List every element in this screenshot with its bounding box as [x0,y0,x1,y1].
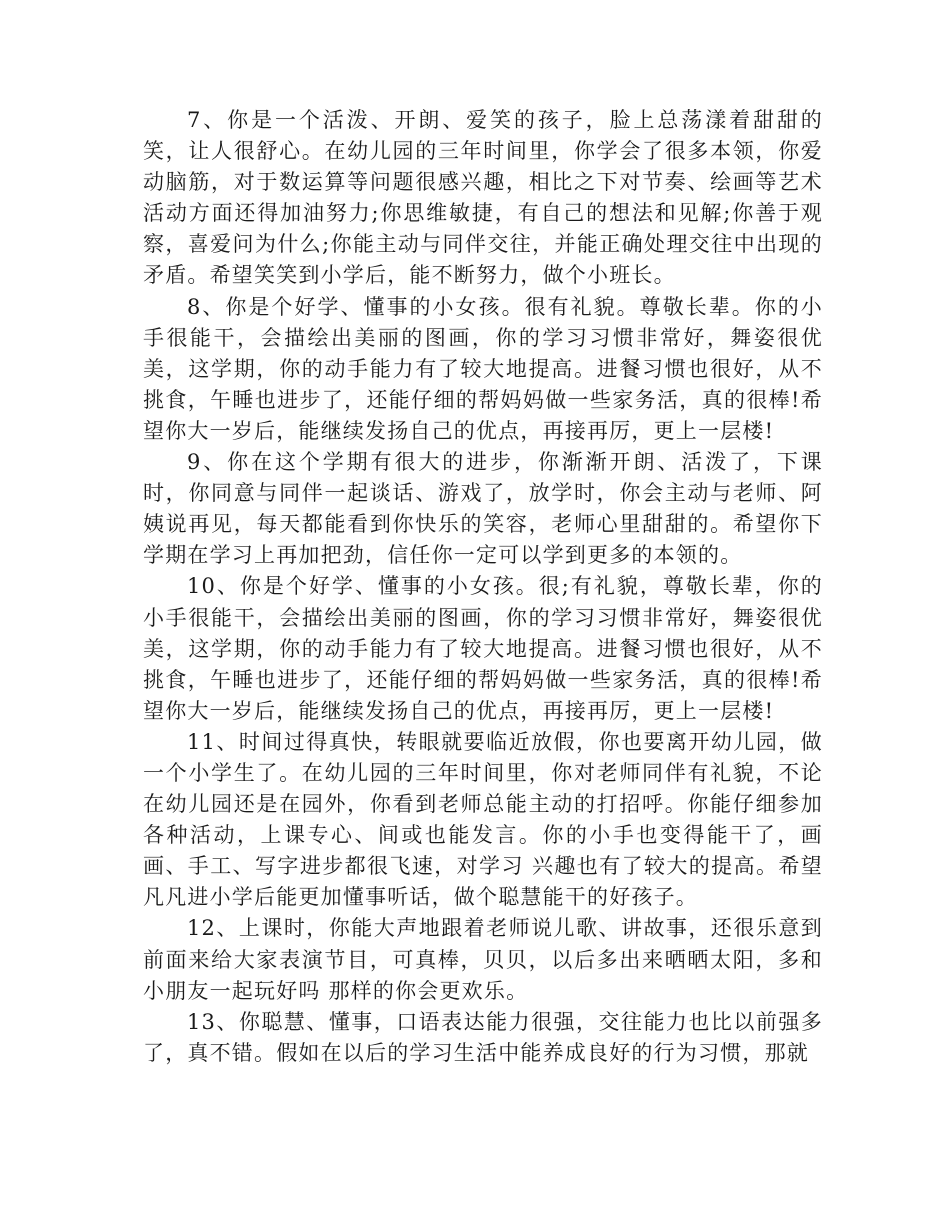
paragraph-7: 7、你是一个活泼、开朗、爱笑的孩子，脸上总荡漾着甜甜的笑，让人很舒心。在幼儿园的三年时间里，你学会了很多本领，你爱动脑筋，对于数运算等问题很感兴趣，相比之下对节奏、绘画等艺术活动方面还得加油努力;你思维敏捷，有自己的想法和见解;你善于观察，喜爱问为什么;你能主动与同伴交往，并能正确处理交往中出现的矛盾。希望笑笑到小学后，能不断努力，做个小班长。 [143,108,823,288]
paragraph-9: 9、你在这个学期有很大的进步，你渐渐开朗、活泼了，下课时，你同意与同伴一起谈话、游戏了，放学时，你会主动与老师、阿姨说再见，每天都能看到你快乐的笑容，老师心里甜甜的。希望你下学期在学习上再加把劲，信任你一定可以学到更多的本领的。 [143,450,823,568]
paragraph-8: 8、你是个好学、懂事的小女孩。很有礼貌。尊敬长辈。你的小手很能干，会描绘出美丽的图画，你的学习习惯非常好，舞姿很优美，这学期，你的动手能力有了较大地提高。进餐习惯也很好，从不挑食，午睡也进步了，还能仔细的帮妈妈做一些家务活，真的很棒!希望你大一岁后，能继续发扬自己的优点，再接再厉，更上一层楼! [143,294,823,443]
paragraph-12: 12、上课时，你能大声地跟着老师说儿歌、讲故事，还很乐意到前面来给大家表演节目，可真棒，贝贝，以后多出来晒晒太阳，多和小朋友一起玩好吗 那样的你会更欢乐。 [143,916,823,1003]
paragraph-13: 13、你聪慧、懂事，口语表达能力很强，交往能力也比以前强多了，真不错。假如在以后的学习生活中能养成良好的行为习惯，那就 [143,1009,823,1065]
paragraph-10: 10、你是个好学、懂事的小女孩。很;有礼貌，尊敬长辈，你的小手很能干，会描绘出美丽的图画，你的学习习惯非常好，舞姿很优美，这学期，你的动手能力有了较大地提高。进餐习惯也很好，从不挑食，午睡也进步了，还能仔细的帮妈妈做一些家务活，真的很棒!希望你大一岁后，能继续发扬自己的优点，再接再厉，更上一层楼! [143,574,823,723]
paragraph-11: 11、时间过得真快，转眼就要临近放假，你也要离开幼儿园，做一个小学生了。在幼儿园的三年时间里，你对老师同伴有礼貌，不论在幼儿园还是在园外，你看到老师总能主动的打招呼。你能仔细参加各种活动，上课专心、间或也能发言。你的小手也变得能干了，画画、手工、写字进步都很飞速，对学习 兴趣也有了较大的提高。希望凡凡进小学后能更加懂事听话，做个聪慧能干的好孩子。 [143,729,823,910]
document-body [143,105,823,1069]
